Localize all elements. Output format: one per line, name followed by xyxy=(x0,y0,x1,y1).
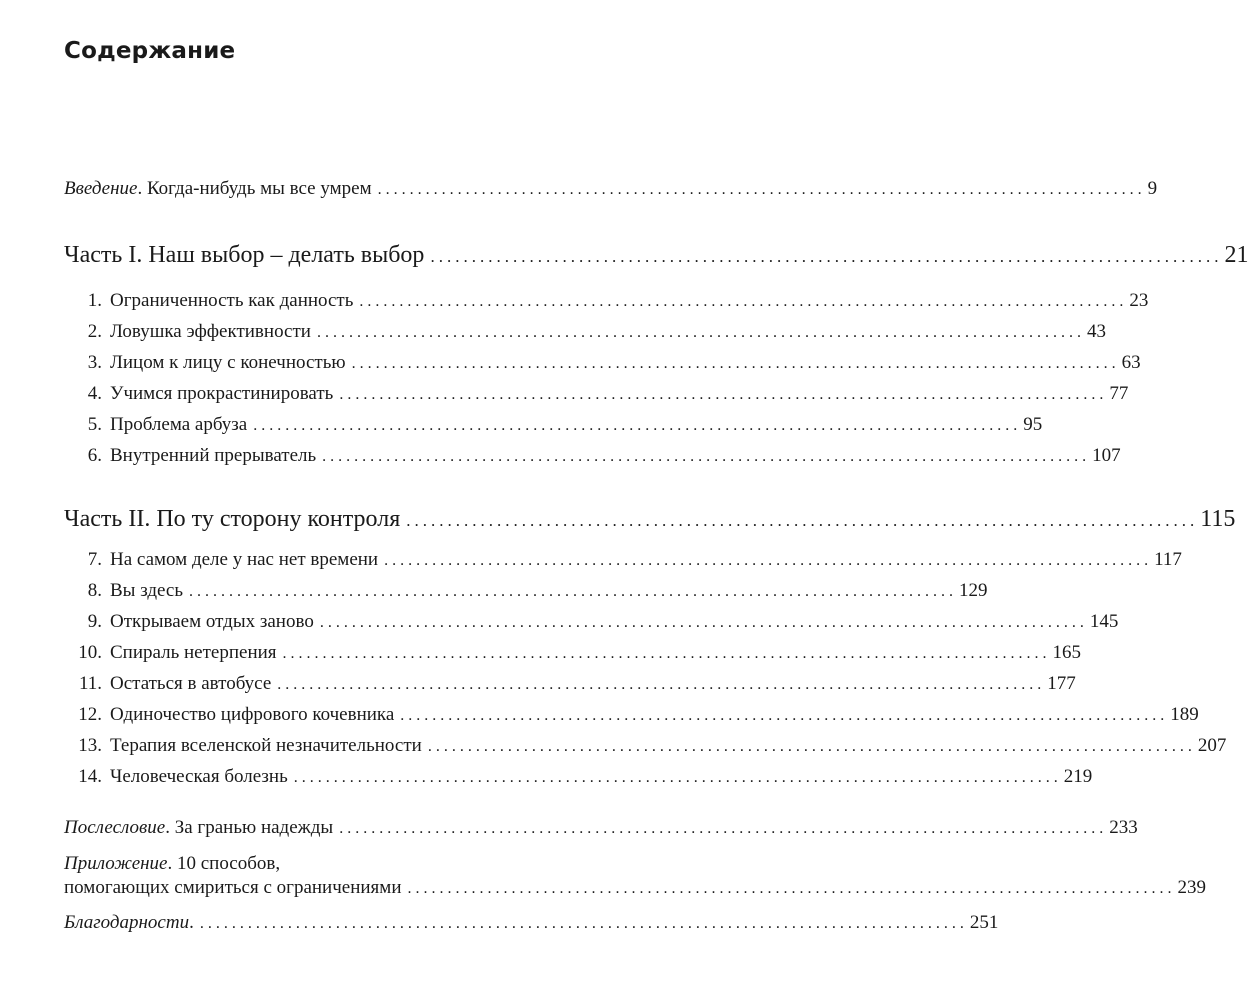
leader-dots: ................................................................................................ xyxy=(316,324,1085,341)
chapter-number: 4. xyxy=(87,383,102,404)
toc-page-number: 21 xyxy=(1224,242,1248,268)
chapter-title: Терапия вселенской незначительности xyxy=(110,735,422,756)
chapter-title: На самом деле у нас нет времени xyxy=(110,549,379,570)
toc-part-1[interactable] xyxy=(64,242,1248,268)
toc-page-number: 115 xyxy=(1200,506,1236,532)
toc-page-number: 177 xyxy=(1047,673,1076,694)
leader-dots: ................................................................................................ xyxy=(253,417,1022,434)
toc-part-title: Часть I. Наш выбор – делать выбор xyxy=(64,242,425,268)
toc-page-number: 9 xyxy=(1147,178,1158,199)
toc-page-number: 239 xyxy=(1177,877,1206,898)
toc-chapter-entry[interactable] xyxy=(64,321,1106,344)
toc-page-number: 95 xyxy=(1023,414,1043,435)
toc-page-number: 117 xyxy=(1154,549,1182,570)
chapter-title: Ограниченность как данность xyxy=(110,290,354,311)
toc-page-number: 145 xyxy=(1089,611,1119,632)
chapter-title: Ловушка эффективности xyxy=(110,321,311,342)
chapter-number: 14. xyxy=(78,766,102,787)
toc-entry-appendix[interactable] xyxy=(64,877,1206,900)
toc-page-number: 107 xyxy=(1092,445,1121,466)
chapter-title: Спираль нетерпения xyxy=(110,642,277,663)
chapter-title: Человеческая болезнь xyxy=(110,766,288,787)
leader-dots: ................................................................................................ xyxy=(322,448,1091,465)
toc-part-title: Часть II. По ту сторону контроля xyxy=(64,506,401,532)
toc-page-number: 233 xyxy=(1109,817,1138,838)
leader-dots: ................................................................................................ xyxy=(351,355,1120,372)
toc-chapter-entry[interactable] xyxy=(64,383,1129,406)
leader-dots: ................................................................................................ xyxy=(339,386,1108,403)
page-title: Содержание xyxy=(64,38,236,64)
toc-page-number: 63 xyxy=(1121,352,1141,373)
toc-chapter-entry[interactable] xyxy=(64,414,1043,437)
chapter-title: Одиночество цифрового кочевника xyxy=(110,704,395,725)
leader-dots: ................................................................................................ xyxy=(377,181,1146,198)
leader-dots: ................................................................................................ xyxy=(277,676,1046,693)
toc-chapter-entry[interactable] xyxy=(64,735,1227,758)
leader-dots: ................................................................................................ xyxy=(282,645,1051,662)
toc-entry-label: Введение. Когда-нибудь мы все умрем xyxy=(64,178,372,199)
leader-dots: ................................................................................................ xyxy=(359,293,1128,310)
toc-page-number: 77 xyxy=(1109,383,1129,404)
chapter-title: Открываем отдых заново xyxy=(110,611,314,632)
toc-chapter-entry[interactable] xyxy=(64,642,1082,665)
chapter-number: 11. xyxy=(78,673,102,694)
toc-entry-afterword[interactable] xyxy=(64,817,1138,840)
chapter-title: Учимся прокрастинировать xyxy=(110,383,334,404)
leader-dots: ................................................................................................ xyxy=(339,820,1108,837)
leader-dots: ................................................................................................ xyxy=(400,707,1169,724)
chapter-number: 12. xyxy=(78,704,102,725)
chapter-number: 13. xyxy=(78,735,102,756)
toc-chapter-entry[interactable] xyxy=(64,445,1121,468)
leader-dots: ................................................................................................ xyxy=(407,880,1176,897)
leader-dots: ................................................................................................ xyxy=(319,614,1088,631)
chapter-number: 2. xyxy=(87,321,102,342)
chapter-number: 10. xyxy=(78,642,102,663)
toc-page-number: 189 xyxy=(1170,704,1199,725)
chapter-number: 9. xyxy=(87,611,102,632)
toc-page-number: 43 xyxy=(1086,321,1106,342)
chapter-title: Лицом к лицу с конечностью xyxy=(110,352,346,373)
toc-entry-label: Послесловие. За гранью надежды xyxy=(64,817,334,838)
leader-dots: ................................................................................................ xyxy=(430,247,1223,266)
toc-chapter-entry[interactable] xyxy=(64,549,1182,572)
chapter-number: 7. xyxy=(87,549,102,570)
toc-entry-label: помогающих смириться с ограничениями xyxy=(64,877,402,898)
toc-entry-label: Благодарности. xyxy=(64,912,194,933)
toc-chapter-entry[interactable] xyxy=(64,290,1149,313)
leader-dots: ................................................................................................ xyxy=(189,583,958,600)
toc-page-number: 219 xyxy=(1063,766,1093,787)
toc-page-number: 129 xyxy=(959,580,988,601)
toc-chapter-entry[interactable] xyxy=(64,673,1076,696)
leader-dots: ................................................................................................ xyxy=(384,552,1153,569)
leader-dots: ................................................................................................ xyxy=(427,738,1196,755)
toc-chapter-entry[interactable] xyxy=(64,611,1119,634)
toc-page-number: 165 xyxy=(1052,642,1082,663)
chapter-number: 3. xyxy=(87,352,102,373)
chapter-title: Вы здесь xyxy=(110,580,184,601)
toc-chapter-entry[interactable] xyxy=(64,580,988,603)
chapter-title: Проблема арбуза xyxy=(110,414,248,435)
chapter-number: 8. xyxy=(87,580,102,601)
chapter-number: 5. xyxy=(87,414,102,435)
chapter-number: 1. xyxy=(87,290,102,311)
toc-entry-appendix-line1[interactable]: Приложение. 10 способов, xyxy=(64,853,281,874)
chapter-number: 6. xyxy=(87,445,102,466)
toc-entry-intro[interactable] xyxy=(64,178,1158,201)
toc-entry-thanks[interactable] xyxy=(64,912,999,935)
chapter-title: Остаться в автобусе xyxy=(110,673,272,694)
toc-chapter-entry[interactable] xyxy=(64,704,1199,727)
leader-dots: ................................................................................................ xyxy=(293,769,1062,786)
toc-page-number: 251 xyxy=(969,912,999,933)
toc-part-2[interactable] xyxy=(64,506,1236,532)
leader-dots: ................................................................................................ xyxy=(406,511,1199,530)
leader-dots: ................................................................................................ xyxy=(199,915,968,932)
toc-chapter-entry[interactable] xyxy=(64,766,1093,789)
toc-page-number: 23 xyxy=(1129,290,1149,311)
toc-chapter-entry[interactable] xyxy=(64,352,1141,375)
chapter-title: Внутренний прерыватель xyxy=(110,445,317,466)
toc-page-number: 207 xyxy=(1197,735,1227,756)
